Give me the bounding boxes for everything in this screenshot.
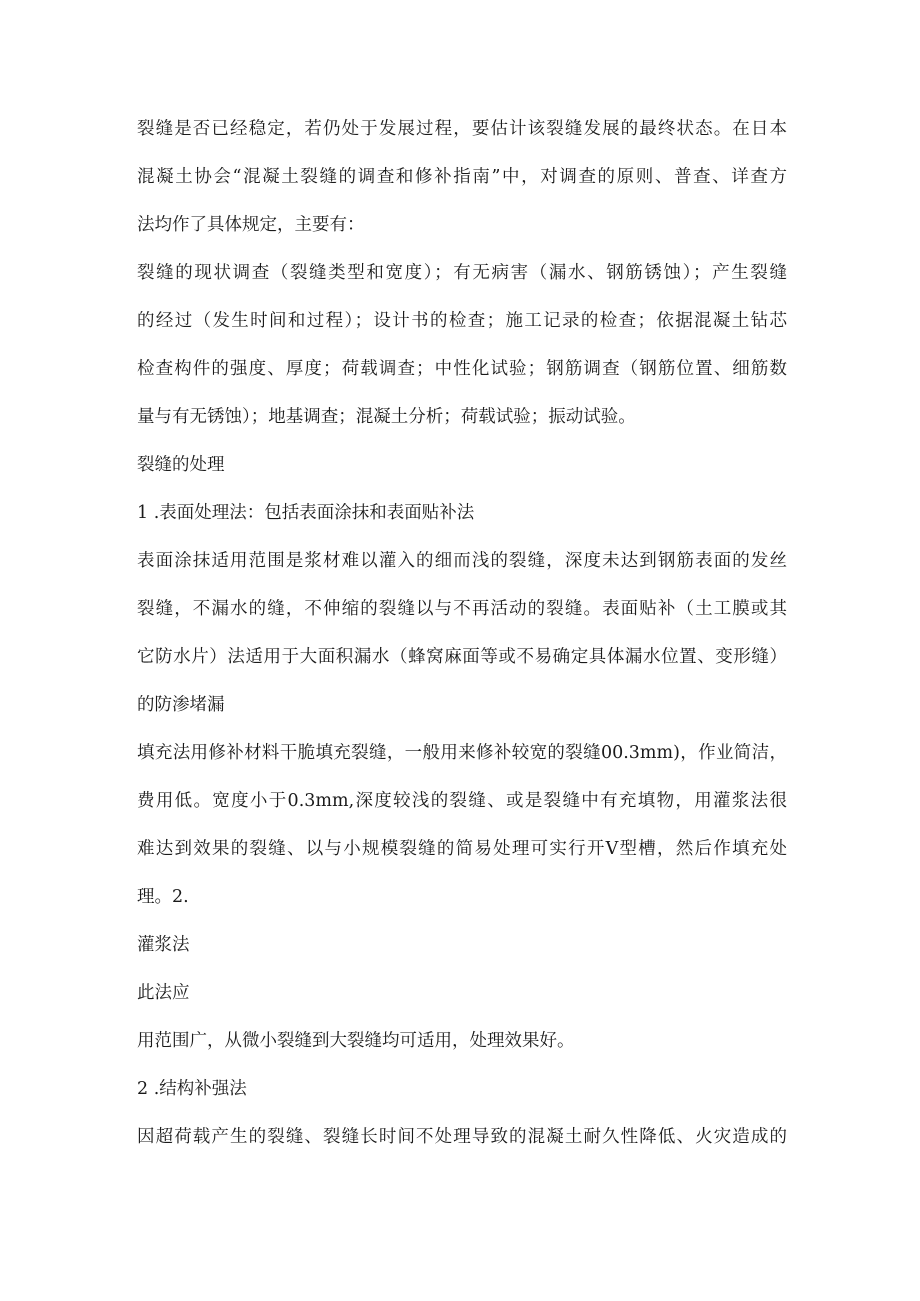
text-line-15: 费用低。宽度小于0.3mm,深度较浅的裂缝、或是裂缝中有充填物，用灌浆法很 bbox=[137, 791, 787, 811]
text-line-22: 因超荷载产生的裂缝、裂缝长时间不处理导致的混凝土耐久性降低、火灾造成的 bbox=[137, 1127, 787, 1147]
text-line-4: 裂缝的现状调查（裂缝类型和宽度）；有无病害（漏水、钢筋锈蚀）；产生裂缝 bbox=[137, 263, 787, 283]
subheading-grouting: 灌浆法 bbox=[137, 935, 190, 955]
section-heading-crack-treatment: 裂缝的处理 bbox=[137, 455, 225, 475]
text-line-1: 裂缝是否已经稳定，若仍处于发展过程，要估计该裂缝发展的最终状态。在日本 bbox=[137, 119, 787, 139]
text-line-7: 量与有无锈蚀）；地基调查；混凝土分析；荷载试验；振动试验。 bbox=[137, 407, 636, 427]
text-line-14: 填充法用修补材料干脆填充裂缝，一般用来修补较宽的裂缝00.3mm)，作业简洁， bbox=[137, 743, 787, 763]
text-line-12: 它防水片）法适用于大面积漏水（蜂窝麻面等或不易确定具体漏水位置、变形缝） bbox=[137, 647, 787, 667]
text-line-5: 的经过（发生时间和过程）；设计书的检查；施工记录的检查；依据混凝土钻芯 bbox=[137, 311, 787, 331]
text-line-19: 此法应 bbox=[137, 983, 190, 1003]
subheading-surface-treatment: 1 .表面处理法：包括表面涂抹和表面贴补法 bbox=[137, 503, 475, 523]
text-line-16: 难达到效果的裂缝、以与小规模裂缝的简易处理可实行开V型槽，然后作填充处 bbox=[137, 839, 787, 859]
text-line-3: 法均作了具体规定，主要有： bbox=[137, 215, 365, 235]
text-line-13: 的防渗堵漏 bbox=[137, 695, 225, 715]
subheading-structural-reinforcement: 2 .结构补强法 bbox=[137, 1079, 247, 1099]
text-line-11: 裂缝，不漏水的缝，不伸缩的裂缝以与不再活动的裂缝。表面贴补（土工膜或其 bbox=[137, 599, 787, 619]
text-line-17: 理。2. bbox=[137, 887, 189, 907]
text-line-6: 检查构件的强度、厚度；荷载调查；中性化试验；钢筋调查（钢筋位置、细筋数 bbox=[137, 359, 787, 379]
text-line-20: 用范围广，从微小裂缝到大裂缝均可适用，处理效果好。 bbox=[137, 1031, 575, 1051]
text-line-10: 表面涂抹适用范围是浆材难以灌入的细而浅的裂缝，深度未达到钢筋表面的发丝 bbox=[137, 551, 787, 571]
text-line-2: 混凝土协会“混凝土裂缝的调查和修补指南”中，对调查的原则、普查、详查方 bbox=[137, 167, 787, 187]
